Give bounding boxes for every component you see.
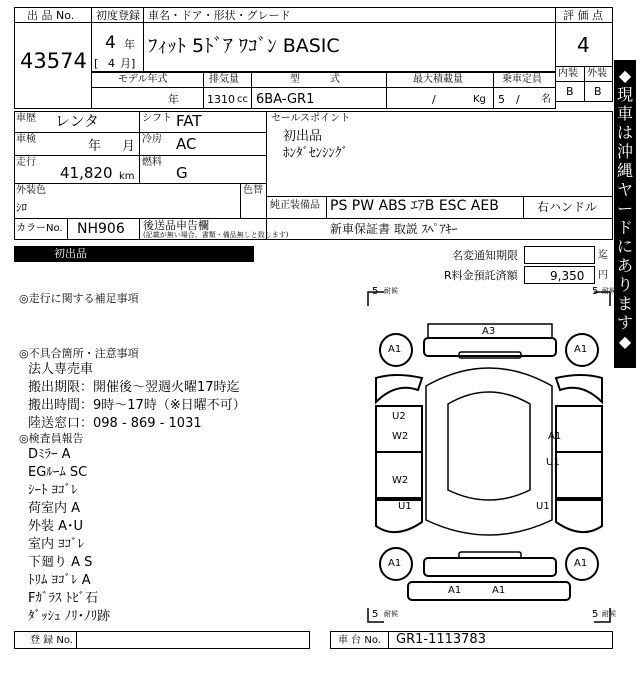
code-left-u1: U1	[398, 501, 412, 512]
inspector-line: EGﾙｰﾑ SC	[28, 465, 88, 480]
first-listing-badge	[14, 246, 254, 262]
code-left-u2: U2	[392, 411, 406, 422]
defect-line: 陸送窓口：098 - 869 - 1031	[28, 416, 202, 431]
code-right-u1a: U1	[546, 457, 560, 468]
color-no-value: NH906	[77, 221, 125, 237]
yard-location-char: ド	[616, 218, 633, 237]
interior-label: 内装	[558, 68, 578, 79]
yard-location-char: り	[616, 275, 633, 294]
exterior-label: 外装	[587, 68, 607, 79]
code-right-u1b: U1	[536, 501, 550, 512]
sales-point-2: ﾎﾝﾀﾞｾﾝｼﾝｸﾞ	[283, 146, 348, 161]
inspector-line: 荷室内 A	[28, 501, 81, 516]
recycle-value: 9,350	[550, 269, 585, 283]
history-label: 車歴	[16, 113, 36, 124]
capacity-label: 乗車定員	[502, 74, 542, 85]
code-rear-bumper-a: A1	[448, 585, 462, 596]
lot-label: 出 品 No.	[27, 9, 75, 22]
load-value: /	[432, 93, 436, 106]
yard-location-char: ◆	[618, 332, 632, 351]
yard-location-char: ー	[616, 199, 633, 218]
sales-point-1: 初出品	[283, 129, 323, 144]
load-unit: Kg	[473, 94, 486, 105]
equipment-label: 純正装備品	[270, 200, 320, 211]
exterior-grade: B	[594, 85, 602, 98]
tire-rl-depth: 5	[372, 609, 379, 620]
fuel-label: 燃料	[142, 157, 162, 168]
mileage-label: 走行	[16, 157, 36, 168]
name-change-label: 名変通知期限	[452, 249, 518, 262]
tire-fl-depth: 5	[372, 286, 379, 297]
displacement-unit: cc	[237, 94, 248, 105]
inspector-line: ﾄﾘﾑ ﾖｺﾞﾚ A	[28, 573, 91, 588]
tire-fl-unit: 耐候	[384, 287, 398, 295]
capacity-unit: 名	[541, 94, 551, 105]
first-reg-month-open: [	[94, 57, 99, 70]
code-front-bumper: A3	[482, 326, 496, 337]
code-rr-fender: A1	[574, 558, 588, 569]
year-unit: 年	[124, 38, 135, 51]
equipment-value: PS PW ABS ｴｱB ESC AEB	[330, 198, 499, 214]
inspector-line: Fｶﾞﾗｽ ﾄﾋﾞ石	[28, 591, 99, 606]
defect-line: 搬出時間：9時～17時（※日曜不可）	[28, 398, 246, 413]
yard-location-text	[614, 60, 636, 351]
code-rl-fender: A1	[388, 558, 402, 569]
ac-label: 冷房	[142, 134, 162, 145]
shift-label: シフト	[142, 113, 172, 124]
tire-rr-unit: 耐候	[602, 610, 616, 618]
inspector-line: 室内 ﾖｺﾞﾚ	[28, 537, 85, 552]
inspection-month-unit: 月	[122, 139, 136, 154]
yard-location-char: ヤ	[616, 180, 633, 199]
inspection-label: 車検	[16, 134, 36, 145]
ext-color-label: 外装色	[16, 185, 46, 196]
supplement-title: ◎走行に関する補足事項	[19, 292, 139, 305]
yard-location-char: は	[616, 123, 633, 142]
inspection-year-unit: 年	[88, 139, 102, 154]
yard-location-banner	[614, 60, 636, 368]
yard-location-char: 現	[616, 85, 633, 104]
defect-line: 搬出期限：開催後～翌週火曜17時迄	[28, 380, 240, 395]
recycle-unit: 円	[598, 270, 608, 281]
first-reg-year: 4	[105, 33, 116, 53]
fuel-value: G	[176, 164, 188, 182]
shift-value: FAT	[176, 112, 202, 130]
code-right-a1: A1	[548, 431, 562, 442]
yard-location-char: あ	[616, 256, 633, 275]
yard-location-char: す	[616, 313, 633, 332]
registration-note: (記載が無い場合、書類・備品無しと致します)	[143, 231, 289, 239]
inspector-line: 外装 A･U	[28, 519, 84, 534]
code-rear-bumper-b: A1	[492, 585, 506, 596]
vehicle-name: ﾌｨｯﾄ 5ﾄﾞｱ ﾜｺﾞﾝ BASIC	[148, 35, 340, 57]
model-year-unit: 年	[168, 93, 179, 106]
yard-location-char: ま	[616, 294, 633, 313]
code-fr-fender: A1	[574, 344, 588, 355]
load-label: 最大積載量	[413, 74, 463, 85]
vehicle-desc-label: 車名・ドア・形状・グレード	[148, 9, 291, 22]
capacity-value: 5	[498, 93, 505, 106]
name-change-box	[524, 246, 595, 264]
model-label: 型 式	[290, 74, 340, 85]
inspector-line: ﾀﾞｯｼｭ ﾉﾘ･ﾉﾘ跡	[28, 609, 111, 624]
first-reg-label: 初度登録	[96, 9, 140, 22]
tire-rr-depth: 5	[592, 609, 599, 620]
inspector-line: Dﾐﾗｰ A	[28, 447, 71, 462]
steering-value: 右ハンドル	[537, 200, 598, 214]
history-value: レンタ	[55, 112, 100, 130]
yard-location-char: 車	[616, 104, 633, 123]
color-no-label: カラーNo.	[16, 223, 63, 234]
code-left-w2a: W2	[392, 431, 409, 442]
color-change-label: 色替	[243, 185, 263, 196]
defect-line: 法人専売車	[28, 362, 94, 377]
code-left-w2b: W2	[392, 475, 409, 486]
inspector-line: ｼｰﾄ ﾖｺﾞﾚ	[28, 483, 78, 498]
yard-location-char: ◆	[618, 66, 632, 85]
first-listing-badge-text: 初出品	[54, 247, 87, 260]
mileage-value: 41,820	[60, 164, 113, 182]
yard-location-char: 沖	[616, 142, 633, 161]
details-block	[14, 111, 267, 240]
mileage-unit: km	[119, 171, 135, 182]
chassis-label: 車 台 No.	[338, 635, 381, 646]
tire-fr-depth: 5	[592, 286, 599, 297]
registration-no-label: 登 録 No.	[30, 635, 73, 646]
sales-points-label: セールスポイント	[271, 113, 351, 124]
yard-location-char: 縄	[616, 161, 633, 180]
model-value: 6BA-GR1	[256, 92, 315, 107]
score-label: 評 価 点	[563, 9, 603, 22]
ext-color-value: ｼﾛ	[16, 201, 27, 214]
ac-value: AC	[176, 135, 197, 153]
tire-fr-unit: 耐候	[602, 287, 616, 295]
month-unit: 月]	[120, 57, 136, 70]
tire-rl-unit: 耐候	[384, 610, 398, 618]
chassis-value: GR1-1113783	[396, 632, 486, 647]
registration-label: 後送品申告欄	[143, 219, 209, 232]
yard-location-char: に	[616, 237, 633, 256]
name-change-unit: 迄	[598, 250, 608, 261]
inspector-title: ◎検査員報告	[19, 432, 84, 445]
defect-title: ◎不具合箇所・注意事項	[19, 347, 139, 360]
displacement-value: 1310	[207, 93, 235, 106]
damage-diagram	[366, 286, 616, 624]
warranty-value: 新車保証書 取説 ｽﾍﾟｱｷｰ	[330, 222, 458, 236]
recycle-label: R料金預託済額	[444, 269, 518, 282]
displacement-label: 排気量	[209, 74, 239, 85]
inspector-line: 下廻り A S	[28, 555, 93, 570]
capacity-sep: /	[516, 93, 520, 106]
model-year-label: モデル年式	[118, 74, 168, 85]
interior-grade: B	[566, 85, 574, 98]
code-fl-fender: A1	[388, 344, 402, 355]
first-reg-month: 4	[108, 57, 115, 70]
lot-number: 43574	[20, 49, 87, 73]
score-value: 4	[577, 33, 590, 57]
